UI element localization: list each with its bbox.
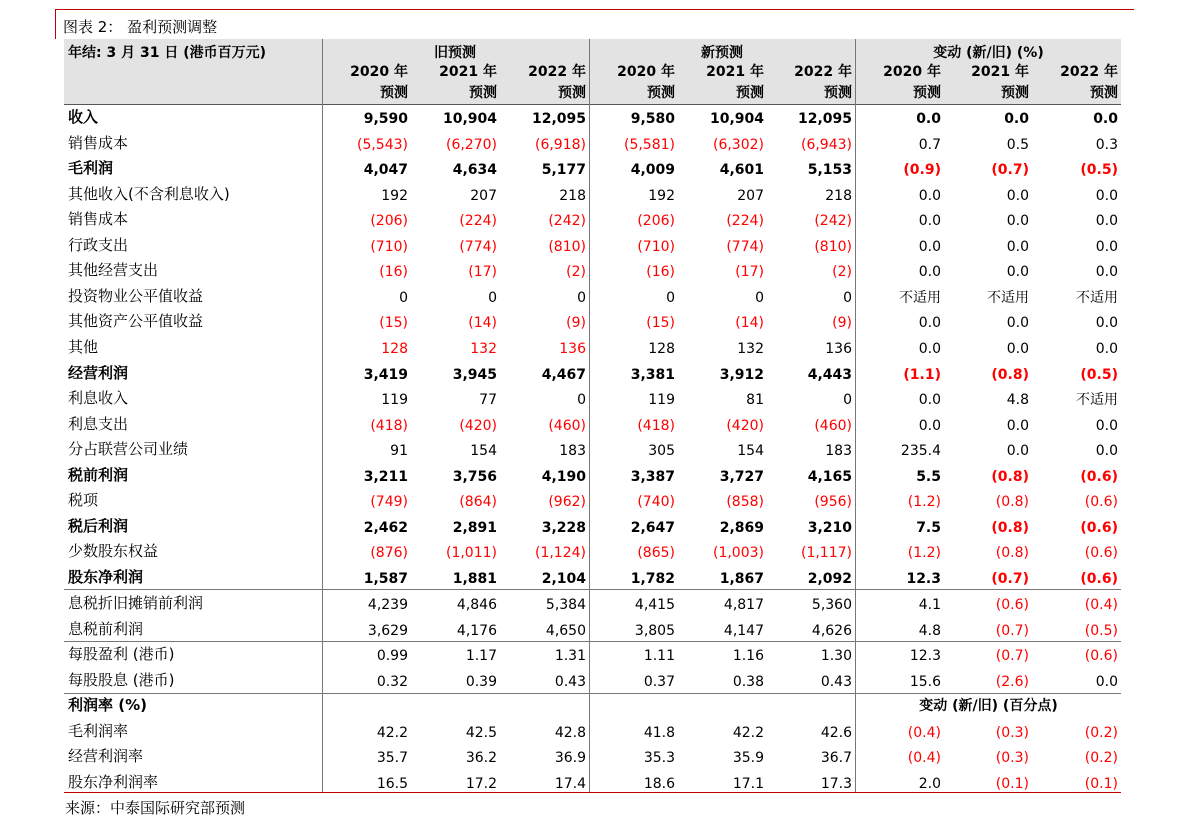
row-label: 利息支出	[68, 414, 129, 433]
table-cell: 0.0	[1095, 213, 1118, 230]
table-cell: 9,580	[630, 111, 675, 127]
table-cell: (1.2)	[907, 545, 941, 562]
table-cell: 1.17	[465, 648, 497, 665]
table-cell: 5,153	[807, 162, 852, 179]
table-cell: (1,003)	[712, 545, 764, 562]
year-header: 2021 年	[439, 64, 497, 80]
year-header: 2020 年	[350, 64, 408, 80]
table-cell: 42.5	[465, 724, 497, 741]
table-cell: (0.8)	[995, 545, 1029, 562]
table-cell: 0.0	[918, 238, 941, 255]
table-cell: (0.8)	[991, 519, 1029, 536]
table-cell: (0.8)	[991, 366, 1029, 383]
table-cell: (710)	[370, 238, 408, 255]
table-cell: (0.7)	[995, 648, 1029, 665]
year-header: 2020 年	[617, 64, 675, 80]
column-divider	[855, 39, 856, 792]
table-cell: 3,387	[630, 468, 675, 485]
table-cell: 42.6	[820, 724, 852, 741]
table-cell: 0	[843, 392, 852, 409]
table-cell: (2)	[566, 264, 586, 281]
table-cell: 4.1	[918, 596, 941, 613]
table-cell: 0.0	[918, 264, 941, 281]
table-cell: 4,165	[807, 468, 852, 485]
table-cell: (0.7)	[995, 622, 1029, 639]
table-cell: 0.0	[1006, 443, 1029, 460]
row-label: 其他收入(不含利息收入)	[68, 184, 230, 203]
table-cell: 5,360	[811, 596, 852, 613]
row-label: 税前利润	[68, 465, 129, 484]
table-cell: 4,601	[719, 162, 764, 179]
table-cell: (418)	[370, 417, 408, 434]
table-cell: 0.0	[918, 213, 941, 230]
table-cell: 不适用	[899, 289, 941, 306]
row-label: 经营利润	[68, 363, 129, 382]
table-cell: (6,270)	[445, 136, 497, 153]
table-cell: (1.1)	[903, 366, 941, 383]
table-cell: 0.0	[1095, 417, 1118, 434]
table-cell: (0.7)	[991, 162, 1029, 179]
table-cell: (14)	[468, 315, 497, 332]
table-cell: 0.0	[1095, 443, 1118, 460]
table-cell: 18.6	[643, 775, 675, 792]
table-cell: 4,190	[541, 468, 586, 485]
year-header-sub: 预测	[913, 85, 941, 101]
table-cell: 4,176	[456, 622, 497, 639]
table-cell: 5,384	[545, 596, 586, 613]
table-cell: 4,634	[452, 162, 497, 179]
table-cell: 17.1	[732, 775, 764, 792]
table-cell: 4,817	[723, 596, 764, 613]
row-label: 销售成本	[68, 133, 129, 152]
table-cell: (6,302)	[712, 136, 764, 153]
table-cell: (16)	[646, 264, 675, 281]
table-cell: 0.0	[918, 417, 941, 434]
table-cell: 2,891	[452, 519, 497, 536]
table-cell: (865)	[637, 545, 675, 562]
table-cell: 1,867	[719, 570, 764, 587]
table-cell: (0.3)	[995, 750, 1029, 767]
table-cell: 0.0	[916, 111, 941, 127]
table-cell: (16)	[379, 264, 408, 281]
table-cell: 4,443	[807, 366, 852, 383]
table-cell: 0.0	[1006, 315, 1029, 332]
table-cell: 0.0	[1095, 187, 1118, 204]
section-divider	[64, 693, 1121, 694]
table-cell: 128	[381, 340, 408, 357]
table-cell: 154	[470, 443, 497, 460]
table-cell: 0	[488, 289, 497, 306]
table-cell: 4,147	[723, 622, 764, 639]
table-cell: 42.8	[554, 724, 586, 741]
table-cell: (0.4)	[1084, 596, 1118, 613]
table-cell: (0.5)	[1084, 622, 1118, 639]
table-cell: (0.6)	[1084, 648, 1118, 665]
table-cell: 0	[666, 289, 675, 306]
table-cell: 2,092	[807, 570, 852, 587]
source-note: 来源：中泰国际研究部预测	[65, 799, 246, 817]
column-divider	[322, 39, 323, 792]
year-header: 2021 年	[971, 64, 1029, 80]
left-accent-rule	[55, 9, 56, 39]
table-cell: 4,650	[545, 622, 586, 639]
table-cell: (9)	[832, 315, 852, 332]
table-cell: 15.6	[909, 673, 941, 690]
table-cell: 0.0	[1093, 111, 1118, 127]
table-cell: (962)	[548, 494, 586, 511]
table-cell: 4,467	[541, 366, 586, 383]
table-cell: (14)	[735, 315, 764, 332]
table-cell: (15)	[646, 315, 675, 332]
table-cell: 192	[381, 187, 408, 204]
row-label: 毛利润	[68, 159, 114, 178]
table-cell: (2.6)	[995, 673, 1029, 690]
header-bottom-rule	[64, 104, 1121, 105]
row-label: 收入	[68, 108, 99, 126]
table-cell: 0	[577, 289, 586, 306]
table-cell: 0	[577, 392, 586, 409]
table-cell: 5.5	[916, 468, 941, 485]
table-cell: 1.16	[732, 648, 764, 665]
table-cell: (810)	[548, 238, 586, 255]
table-cell: 218	[559, 187, 586, 204]
table-cell: 4.8	[918, 622, 941, 639]
row-label: 利润率 (%)	[68, 696, 147, 715]
table-cell: 0.0	[918, 315, 941, 332]
table-cell: 0.39	[465, 673, 497, 690]
table-cell: 0.37	[643, 673, 675, 690]
table-cell: 4,415	[634, 596, 675, 613]
table-cell: 0.0	[1006, 213, 1029, 230]
table-cell: (0.6)	[1084, 545, 1118, 562]
year-header: 2022 年	[794, 64, 852, 80]
table-cell: 183	[559, 443, 586, 460]
table-cell: (0.7)	[991, 570, 1029, 587]
table-cell: 0	[399, 289, 408, 306]
table-cell: 4,626	[811, 622, 852, 639]
row-label: 其他经营支出	[68, 261, 159, 280]
year-header-sub: 预测	[647, 85, 675, 101]
year-header: 2022 年	[1060, 64, 1118, 80]
table-cell: (740)	[637, 494, 675, 511]
table-cell: 1.30	[820, 648, 852, 665]
table-cell: 132	[470, 340, 497, 357]
table-cell: 0.0	[1095, 238, 1118, 255]
table-cell: 3,211	[363, 468, 408, 485]
table-cell: 132	[737, 340, 764, 357]
table-cell: 0	[843, 289, 852, 306]
table-cell: (774)	[726, 238, 764, 255]
table-cell: 3,912	[719, 366, 764, 383]
table-cell: 4,009	[630, 162, 675, 179]
row-label: 股东净利润率	[68, 772, 159, 791]
section-divider	[64, 589, 1121, 590]
table-cell: (0.5)	[1080, 162, 1118, 179]
table-cell: 3,805	[634, 622, 675, 639]
table-cell: 119	[648, 392, 675, 409]
table-cell: 0.43	[820, 673, 852, 690]
row-label: 行政支出	[68, 235, 129, 254]
row-label: 息税折旧摊销前利润	[68, 593, 204, 612]
table-cell: (206)	[370, 213, 408, 230]
row-label: 分占联营公司业绩	[68, 440, 189, 459]
year-header: 2022 年	[528, 64, 586, 80]
table-cell: 12.3	[909, 648, 941, 665]
group-new-forecast: 新预测	[701, 45, 743, 61]
table-cell: (17)	[468, 264, 497, 281]
table-cell: 35.3	[643, 750, 675, 767]
table-cell: 0.0	[918, 187, 941, 204]
table-cell: 3,210	[807, 519, 852, 536]
table-cell: 207	[737, 187, 764, 204]
table-cell: 10,904	[442, 111, 497, 127]
table-cell: 3,228	[541, 519, 586, 536]
table-cell: 42.2	[376, 724, 408, 741]
year-header: 2020 年	[883, 64, 941, 80]
table-cell: 0.38	[732, 673, 764, 690]
table-cell: 2,647	[630, 519, 675, 536]
table-cell: 3,945	[452, 366, 497, 383]
year-header-sub: 预测	[380, 85, 408, 101]
table-cell: (420)	[459, 417, 497, 434]
table-cell: (418)	[637, 417, 675, 434]
row-label: 利息收入	[68, 389, 129, 408]
table-cell: (242)	[814, 213, 852, 230]
table-cell: (774)	[459, 238, 497, 255]
table-cell: (0.2)	[1084, 750, 1118, 767]
year-header-sub: 预测	[469, 85, 497, 101]
row-label: 股东净利润	[68, 567, 144, 586]
table-cell: 36.7	[820, 750, 852, 767]
table-cell: 1,782	[630, 570, 675, 587]
table-cell: 0.0	[1095, 673, 1118, 690]
table-cell: 17.2	[465, 775, 497, 792]
table-cell: 0.0	[918, 340, 941, 357]
table-cell: 9,590	[363, 111, 408, 127]
table-cell: 35.9	[732, 750, 764, 767]
table-cell: 10,904	[709, 111, 764, 127]
row-label: 每股盈利 (港币)	[68, 645, 175, 664]
table-cell: (0.6)	[1080, 570, 1118, 587]
table-cell: 16.5	[376, 775, 408, 792]
table-cell: 不适用	[1076, 289, 1118, 306]
table-cell: (0.6)	[1084, 494, 1118, 511]
table-cell: 41.8	[643, 724, 675, 741]
table-cell: (0.6)	[995, 596, 1029, 613]
table-cell: (1.2)	[907, 494, 941, 511]
table-cell: (710)	[637, 238, 675, 255]
table-cell: 0.0	[1006, 340, 1029, 357]
table-cell: 0.0	[1095, 315, 1118, 332]
table-cell: (5,543)	[356, 136, 408, 153]
table-cell: 0.0	[1006, 264, 1029, 281]
table-cell: 0.43	[554, 673, 586, 690]
table-cell: 3,629	[367, 622, 408, 639]
table-cell: (1,011)	[445, 545, 497, 562]
table-cell: 3,756	[452, 468, 497, 485]
table-cell: 36.9	[554, 750, 586, 767]
year-header-sub: 预测	[558, 85, 586, 101]
table-cell: 17.3	[820, 775, 852, 792]
table-cell: 35.7	[376, 750, 408, 767]
table-cell: 4.8	[1006, 392, 1029, 409]
exhibit-title: 图表 2： 盈利预测调整	[63, 18, 218, 36]
table-cell: 0	[755, 289, 764, 306]
table-cell: (206)	[637, 213, 675, 230]
table-cell: 0.0	[1006, 417, 1029, 434]
table-cell: (6,918)	[534, 136, 586, 153]
group-old-forecast: 旧预测	[434, 45, 476, 61]
column-divider	[589, 39, 590, 792]
table-cell: 1.31	[554, 648, 586, 665]
table-cell: 4,047	[363, 162, 408, 179]
table-cell: (0.6)	[1080, 519, 1118, 536]
table-cell: (460)	[814, 417, 852, 434]
table-cell: 0.0	[1006, 238, 1029, 255]
table-cell: 192	[648, 187, 675, 204]
table-cell: (0.3)	[995, 724, 1029, 741]
table-cell: 136	[825, 340, 852, 357]
table-cell: (749)	[370, 494, 408, 511]
table-cell: 2,104	[541, 570, 586, 587]
table-cell: 0.0	[1095, 264, 1118, 281]
table-cell: 0.99	[376, 648, 408, 665]
table-cell: (0.4)	[907, 724, 941, 741]
table-cell: 2,869	[719, 519, 764, 536]
table-cell: 128	[648, 340, 675, 357]
table-cell: (17)	[735, 264, 764, 281]
table-cell: 119	[381, 392, 408, 409]
table-cell: (224)	[459, 213, 497, 230]
table-cell: (9)	[566, 315, 586, 332]
table-cell: 1.11	[643, 648, 675, 665]
table-cell: (5,581)	[623, 136, 675, 153]
year-header: 2021 年	[706, 64, 764, 80]
row-label: 毛利润率	[68, 721, 129, 740]
row-label: 税后利润	[68, 516, 129, 535]
table-cell: (0.1)	[1084, 775, 1118, 792]
corner-label: 年结: 3 月 31 日 (港币百万元)	[68, 45, 266, 61]
row-label: 其他	[68, 337, 99, 356]
section-divider	[64, 641, 1121, 642]
table-cell: (0.6)	[1080, 468, 1118, 485]
table-cell: 183	[825, 443, 852, 460]
table-cell: 0.0	[1095, 340, 1118, 357]
row-label: 其他资产公平值收益	[68, 312, 204, 331]
change-pp-label: 变动 (新/旧) (百分点)	[919, 698, 1058, 715]
table-cell: 0.5	[1006, 136, 1029, 153]
table-cell: 不适用	[1076, 392, 1118, 409]
row-label: 每股股息 (港币)	[68, 670, 175, 689]
table-cell: (15)	[379, 315, 408, 332]
table-cell: 4,846	[456, 596, 497, 613]
table-cell: 1,587	[363, 570, 408, 587]
table-cell: 2.0	[918, 775, 941, 792]
table-cell: 2,462	[363, 519, 408, 536]
table-cell: 0.7	[918, 136, 941, 153]
table-cell: 12,095	[531, 111, 586, 127]
table-cell: 7.5	[916, 519, 941, 536]
table-cell: 12.3	[906, 570, 941, 587]
table-cell: 36.2	[465, 750, 497, 767]
table-cell: (1,117)	[800, 545, 852, 562]
table-cell: 0.0	[918, 392, 941, 409]
table-cell: 154	[737, 443, 764, 460]
table-cell: (2)	[832, 264, 852, 281]
table-cell: 12,095	[797, 111, 852, 127]
table-cell: 不适用	[987, 289, 1029, 306]
year-header-sub: 预测	[736, 85, 764, 101]
table-cell: (1,124)	[534, 545, 586, 562]
group-change: 变动 (新/旧) (%)	[933, 45, 1044, 61]
year-header-sub: 预测	[1090, 85, 1118, 101]
table-cell: 235.4	[900, 443, 941, 460]
table-cell: 218	[825, 187, 852, 204]
table-cell: (420)	[726, 417, 764, 434]
table-cell: (242)	[548, 213, 586, 230]
table-cell: 0.32	[376, 673, 408, 690]
table-cell: 42.2	[732, 724, 764, 741]
row-label: 税项	[68, 491, 99, 510]
table-cell: 5,177	[541, 162, 586, 179]
top-rule	[55, 9, 1134, 10]
table-cell: 0.3	[1095, 136, 1118, 153]
table-cell: 3,419	[363, 366, 408, 383]
table-cell: 0.0	[1004, 111, 1029, 127]
row-label: 少数股东权益	[68, 542, 159, 561]
table-cell: (224)	[726, 213, 764, 230]
table-cell: 305	[648, 443, 675, 460]
table-cell: 4,239	[367, 596, 408, 613]
table-cell: 77	[479, 392, 497, 409]
table-cell: 1,881	[452, 570, 497, 587]
row-label: 销售成本	[68, 210, 129, 229]
table-cell: 3,381	[630, 366, 675, 383]
table-cell: (858)	[726, 494, 764, 511]
table-cell: 17.4	[554, 775, 586, 792]
table-cell: (0.2)	[1084, 724, 1118, 741]
table-cell: (0.4)	[907, 750, 941, 767]
table-cell: (6,943)	[800, 136, 852, 153]
table-cell: (876)	[370, 545, 408, 562]
table-cell: (460)	[548, 417, 586, 434]
table-cell: (956)	[814, 494, 852, 511]
year-header-sub: 预测	[824, 85, 852, 101]
year-header-sub: 预测	[1001, 85, 1029, 101]
table-cell: (0.1)	[995, 775, 1029, 792]
table-cell: (0.5)	[1080, 366, 1118, 383]
table-cell: 136	[559, 340, 586, 357]
table-cell: 91	[390, 443, 408, 460]
table-cell: 0.0	[1006, 187, 1029, 204]
table-cell: 3,727	[719, 468, 764, 485]
table-cell: (864)	[459, 494, 497, 511]
table-cell: (0.8)	[991, 468, 1029, 485]
table-cell: (0.8)	[995, 494, 1029, 511]
row-label: 息税前利润	[68, 619, 144, 638]
table-cell: (0.9)	[903, 162, 941, 179]
row-label: 投资物业公平值收益	[68, 286, 204, 305]
table-cell: 81	[746, 392, 764, 409]
table-cell: 207	[470, 187, 497, 204]
row-label: 经营利润率	[68, 747, 144, 766]
table-cell: (810)	[814, 238, 852, 255]
